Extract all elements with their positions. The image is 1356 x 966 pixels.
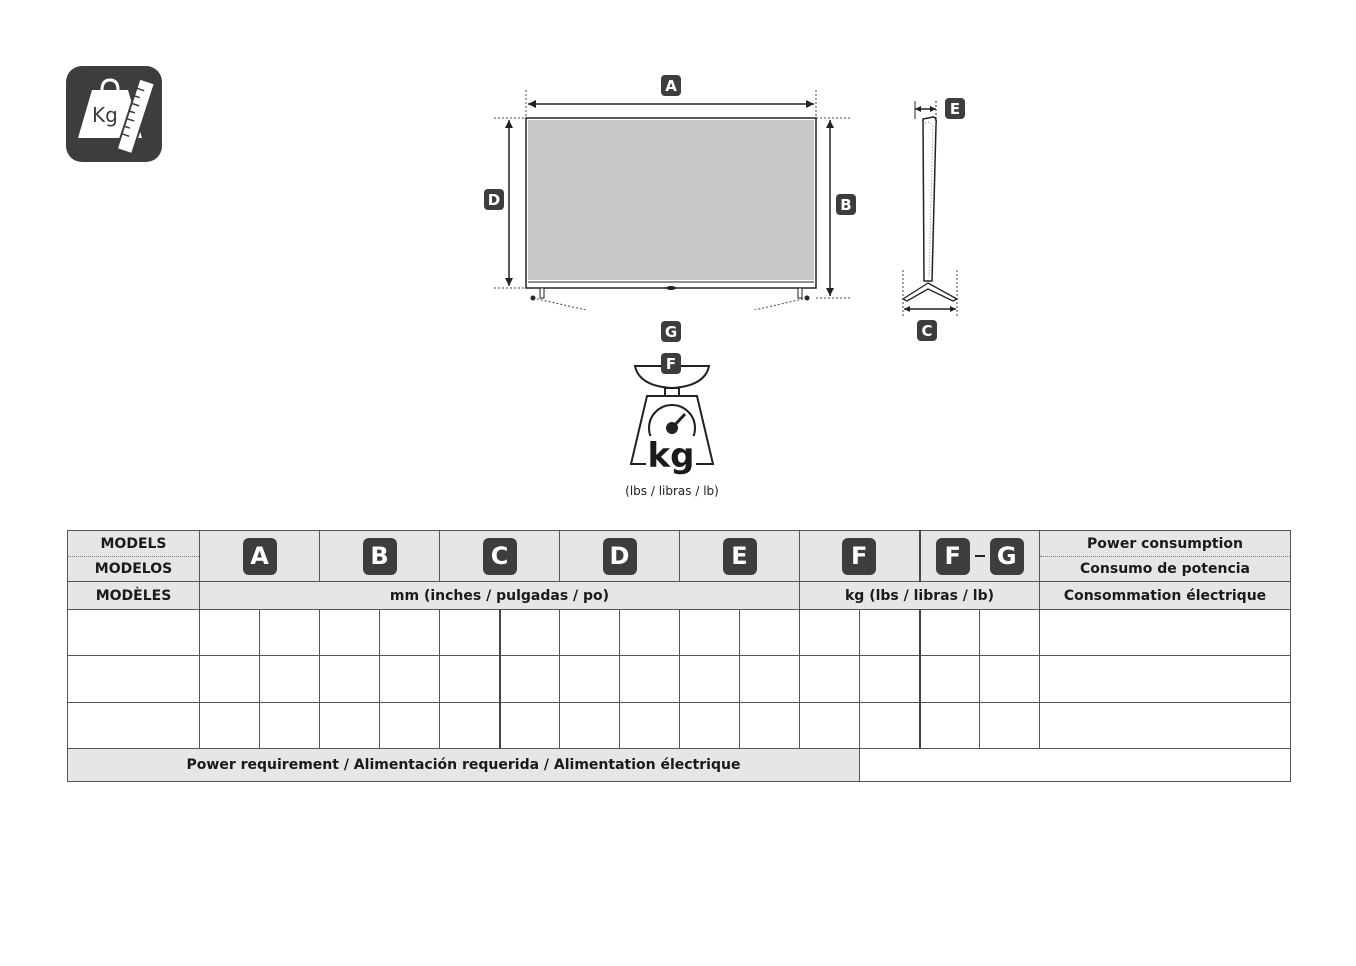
value-cell bbox=[860, 656, 920, 702]
weight-label-f: F bbox=[661, 353, 681, 374]
dimension-label-a: A bbox=[661, 75, 681, 96]
model-cell bbox=[68, 702, 200, 748]
value-cell bbox=[320, 610, 380, 656]
value-cell bbox=[680, 702, 740, 748]
table-row bbox=[68, 702, 1291, 748]
power-consumption-header bbox=[1040, 531, 1291, 582]
value-cell bbox=[260, 656, 320, 702]
power-requirement-value bbox=[860, 748, 1291, 781]
value-cell bbox=[680, 656, 740, 702]
models-header bbox=[68, 531, 200, 582]
scale-unit-kg: kg bbox=[647, 436, 695, 476]
value-cell bbox=[440, 702, 500, 748]
models-label-fr: MODÈLES bbox=[68, 582, 200, 610]
table-row bbox=[68, 656, 1291, 702]
kg-unit-label: kg (lbs / libras / lb) bbox=[800, 582, 1040, 610]
column-header-e: E bbox=[680, 531, 800, 582]
power-cell bbox=[1040, 610, 1291, 656]
power-consumption-es: Consumo de potencia bbox=[1080, 560, 1250, 577]
value-cell bbox=[620, 610, 680, 656]
dimension-label-g: G bbox=[661, 321, 681, 342]
value-cell bbox=[800, 610, 860, 656]
power-consumption-fr: Consommation électrique bbox=[1040, 582, 1291, 610]
value-cell bbox=[380, 610, 440, 656]
model-cell bbox=[68, 656, 200, 702]
value-cell bbox=[920, 656, 980, 702]
value-cell bbox=[740, 610, 800, 656]
value-cell bbox=[320, 702, 380, 748]
value-cell bbox=[440, 610, 500, 656]
value-cell bbox=[740, 702, 800, 748]
weight-dimension-icon bbox=[66, 66, 162, 162]
models-label-en: MODELS bbox=[68, 532, 199, 557]
value-cell bbox=[800, 702, 860, 748]
dimension-label-d: D bbox=[484, 189, 504, 210]
power-cell bbox=[1040, 702, 1291, 748]
power-requirement-label: Power requirement / Alimentación requerida / Alimentation électrique bbox=[68, 748, 860, 781]
value-cell bbox=[920, 610, 980, 656]
dimension-label-b: B bbox=[836, 194, 856, 215]
value-cell bbox=[800, 656, 860, 702]
weight-units-caption: (lbs / libras / lb) bbox=[625, 484, 719, 498]
tv-front-diagram bbox=[480, 70, 860, 310]
value-cell bbox=[620, 656, 680, 702]
dimension-label-c: C bbox=[917, 320, 937, 341]
value-cell bbox=[500, 610, 560, 656]
value-cell bbox=[200, 656, 260, 702]
value-cell bbox=[740, 656, 800, 702]
dimension-label-e: E bbox=[945, 98, 965, 119]
value-cell bbox=[200, 610, 260, 656]
value-cell bbox=[560, 702, 620, 748]
value-cell bbox=[920, 702, 980, 748]
value-cell bbox=[320, 656, 380, 702]
value-cell bbox=[560, 656, 620, 702]
column-header-f: F bbox=[800, 531, 920, 582]
power-cell bbox=[1040, 656, 1291, 702]
tv-screen bbox=[528, 120, 814, 280]
value-cell bbox=[500, 656, 560, 702]
value-cell bbox=[380, 702, 440, 748]
power-consumption-en: Power consumption bbox=[1040, 532, 1290, 557]
column-header-b: B bbox=[320, 531, 440, 582]
mm-unit-label: mm (inches / pulgadas / po) bbox=[200, 582, 800, 610]
models-label-es: MODELOS bbox=[94, 560, 173, 577]
column-header-d: D bbox=[560, 531, 680, 582]
column-header-f-g: F G bbox=[920, 531, 1040, 582]
value-cell bbox=[260, 702, 320, 748]
value-cell bbox=[680, 610, 740, 656]
specification-table bbox=[67, 530, 1291, 782]
value-cell bbox=[980, 702, 1040, 748]
value-cell bbox=[980, 656, 1040, 702]
tv-side-diagram bbox=[895, 95, 975, 325]
value-cell bbox=[620, 702, 680, 748]
value-cell bbox=[860, 702, 920, 748]
column-header-c: C bbox=[440, 531, 560, 582]
table-row bbox=[68, 610, 1291, 656]
value-cell bbox=[500, 702, 560, 748]
value-cell bbox=[440, 656, 500, 702]
value-cell bbox=[260, 610, 320, 656]
value-cell bbox=[380, 656, 440, 702]
value-cell bbox=[860, 610, 920, 656]
column-header-a: A bbox=[200, 531, 320, 582]
value-cell bbox=[560, 610, 620, 656]
model-cell bbox=[68, 610, 200, 656]
value-cell bbox=[200, 702, 260, 748]
svg-text:Kg: Kg bbox=[92, 103, 118, 127]
value-cell bbox=[980, 610, 1040, 656]
